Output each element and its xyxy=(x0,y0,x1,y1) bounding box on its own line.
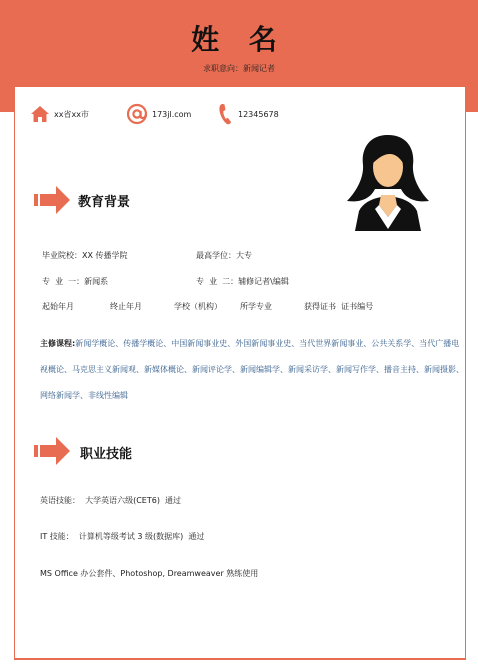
col-end: 终止年月 xyxy=(110,302,142,311)
col-major: 所学专业 xyxy=(240,302,272,311)
english-skill: 英语技能： 大学英语六级(CET6) 通过 xyxy=(40,496,182,505)
skills-title: 职业技能 xyxy=(80,447,133,462)
contact-email xyxy=(126,103,191,125)
school: 毕业院校：XX 传播学院 xyxy=(42,251,128,260)
job-intent: 求职意向：新闻记者 xyxy=(203,64,275,73)
major-two: 专 业 二：辅修记者\编辑 xyxy=(196,277,289,286)
candidate-name: 姓 名 xyxy=(191,23,287,56)
skills-arrow-icon xyxy=(34,436,70,466)
courses-paragraph xyxy=(40,331,464,409)
courses-label: 主修课程: xyxy=(40,339,76,348)
it-skill: IT 技能： 计算机等级考试 3 级(数据库) 通过 xyxy=(40,532,205,541)
col-school: 学校（机构） xyxy=(174,302,222,311)
phone-text: 12345678 xyxy=(238,109,279,119)
home-icon xyxy=(30,105,50,123)
address-text: xx省xx市 xyxy=(54,109,89,119)
phone-icon xyxy=(218,103,234,125)
avatar xyxy=(341,131,435,231)
courses-list: 新闻学概论、传播学概论、中国新闻事业史、外国新闻事业史、当代世界新闻事业、公共关系学、当代广播电视概论、马克思主义新闻观、新媒体概论、新闻评论学、新闻编辑学、新闻采访学、新闻写作学、播音主持、新闻摄影、网络新闻学、非线性编辑 xyxy=(40,339,464,400)
office-skill: MS Office 办公套件、Photoshop, Dreamweaver 熟练使用 xyxy=(40,569,259,578)
at-icon xyxy=(126,103,148,125)
col-start: 起始年月 xyxy=(42,302,74,311)
major-one: 专 业 一：新闻系 xyxy=(42,277,109,286)
contact-phone xyxy=(218,103,279,125)
email-text[interactable]: 173jl.com xyxy=(152,109,192,119)
col-cert: 获得证书 证书编号 xyxy=(304,302,374,311)
education-title: 教育背景 xyxy=(78,195,131,210)
education-arrow-icon xyxy=(34,185,70,215)
degree: 最高学位：大专 xyxy=(196,251,252,260)
contact-address xyxy=(30,103,89,125)
